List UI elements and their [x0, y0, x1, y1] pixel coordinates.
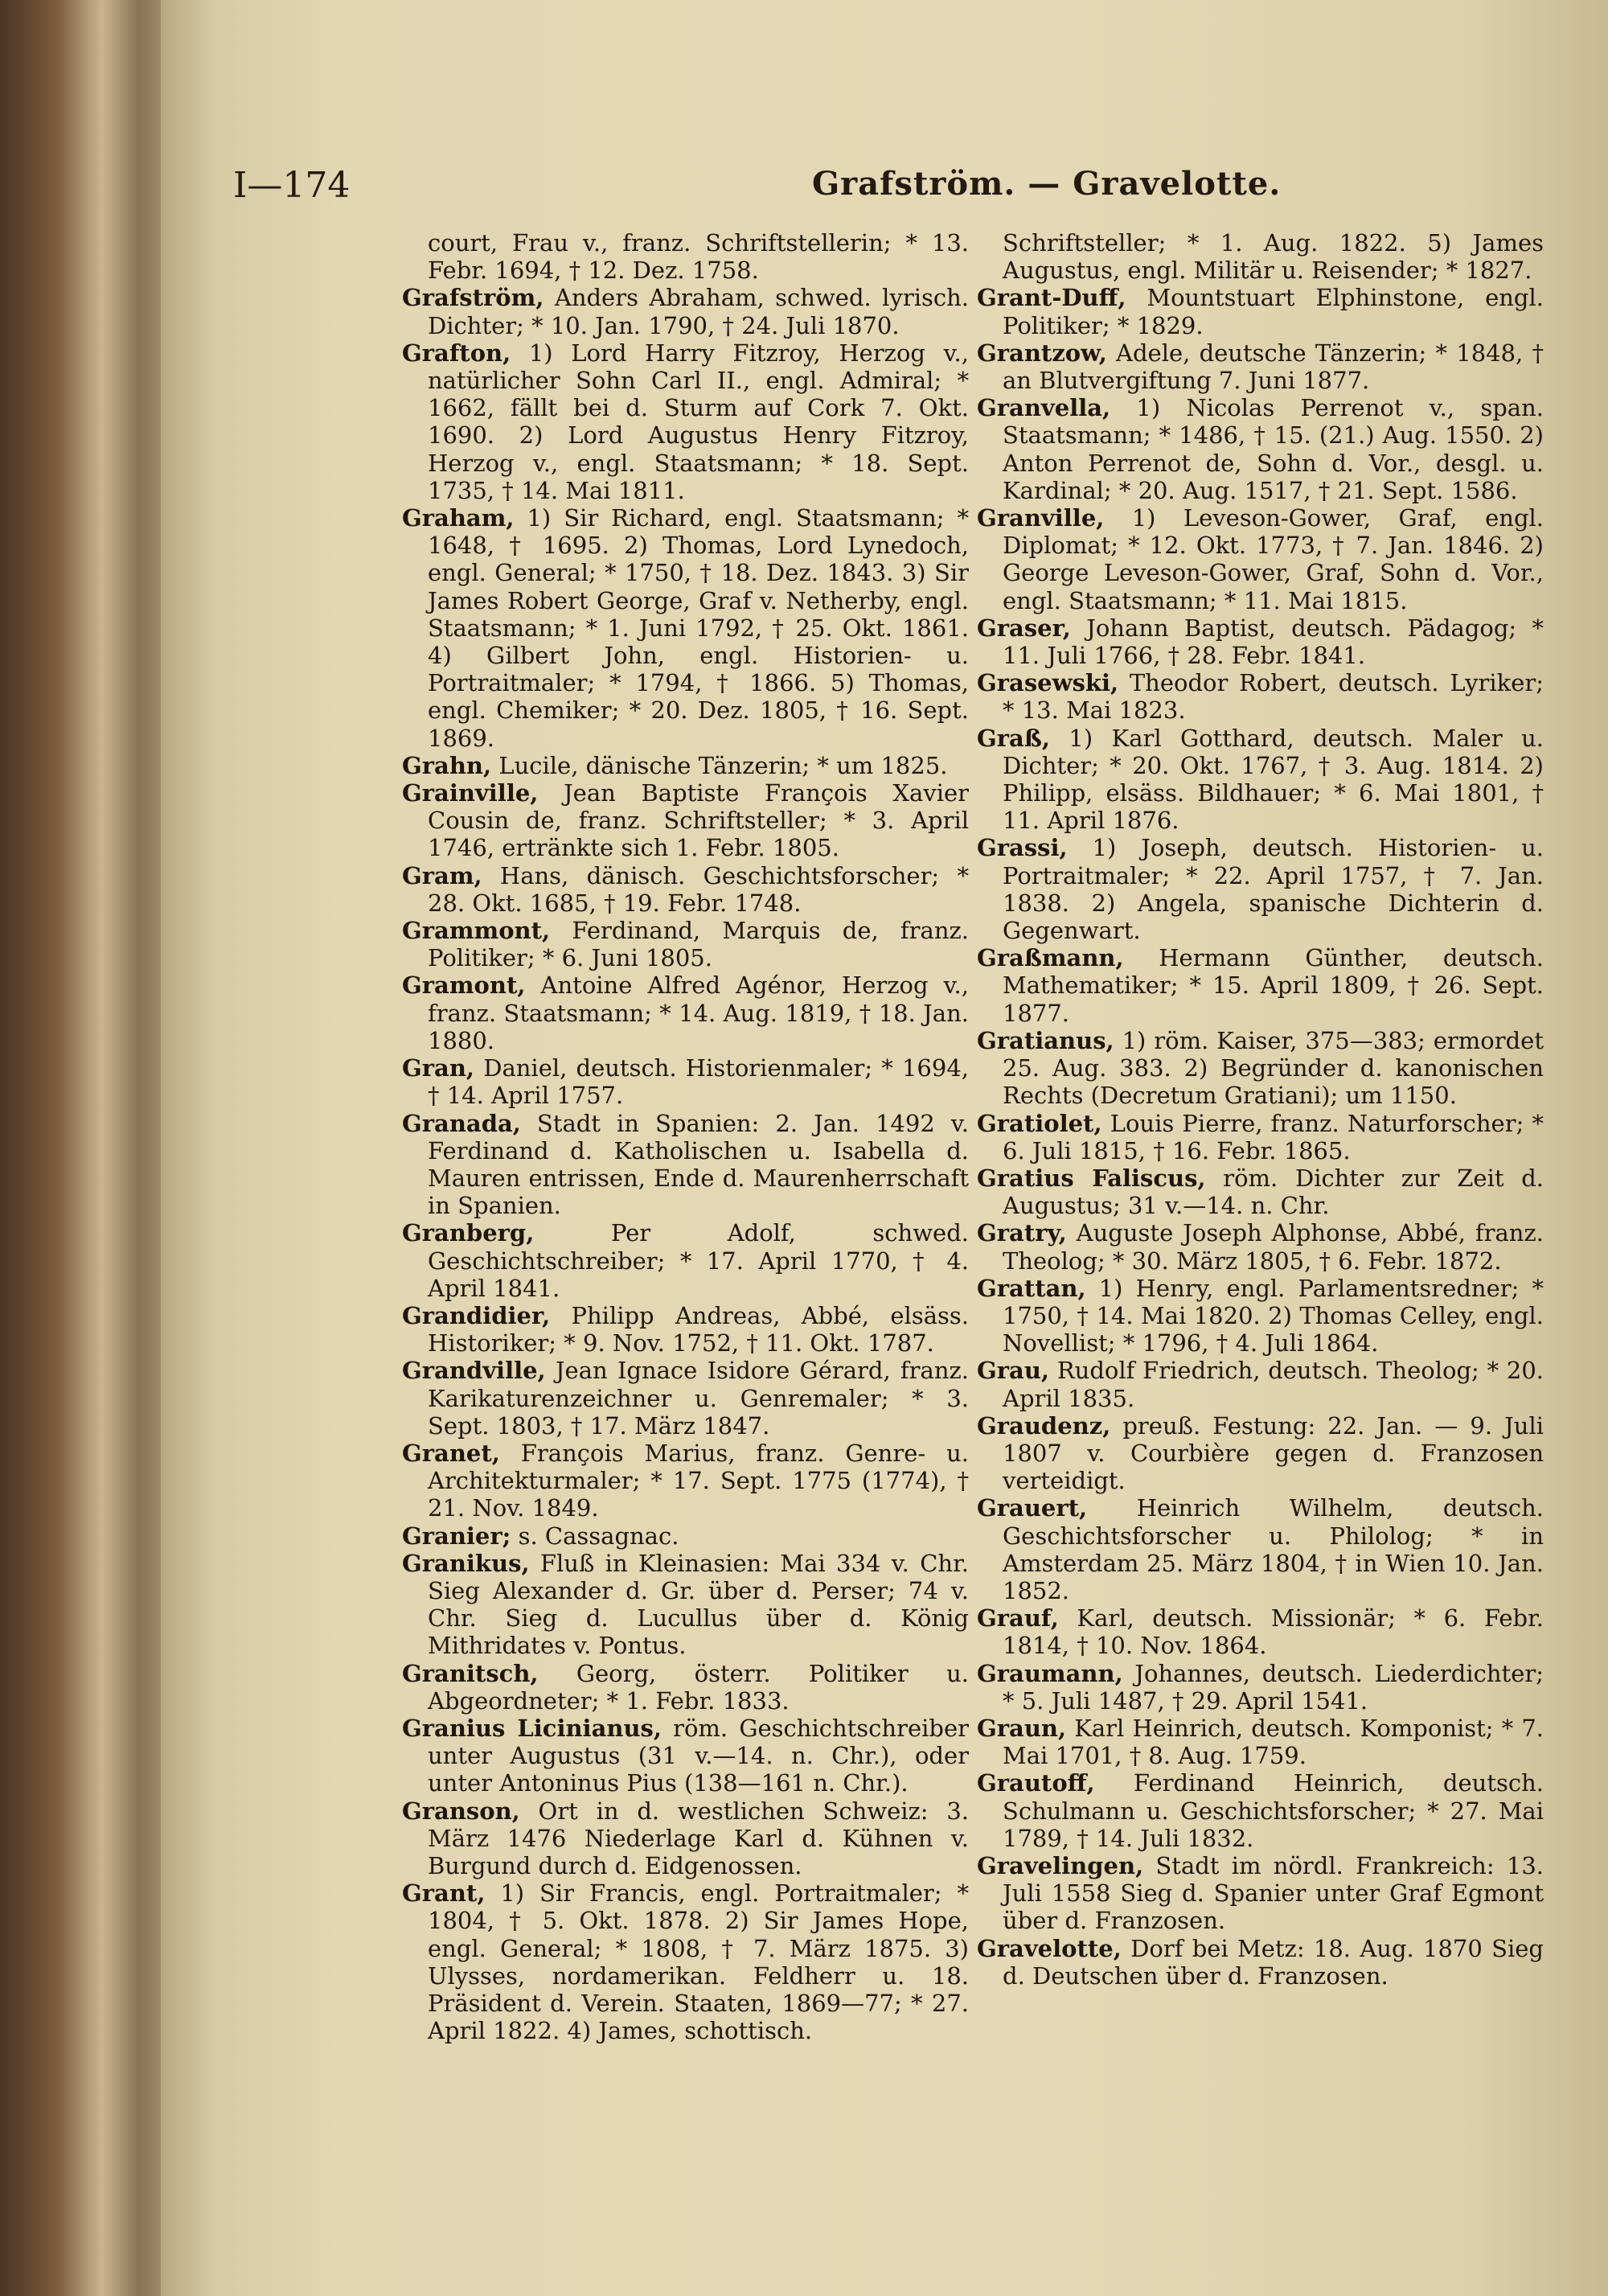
entry-text: 1) Joseph, deutsch. Historien- u. Portraitmaler; * 22. April 1757, † 7. Jan. 1838. 2) Angela, spanische Dichterin d. Gegenwart.: [1003, 834, 1544, 945]
entry-text: 1) Karl Gotthard, deutsch. Maler u. Dichter; * 20. Okt. 1767, † 3. Aug. 1814. 2) Philipp, elsäss. Bildhauer; * 6. Mai 1801, † 11. April 1876.: [1003, 724, 1544, 835]
dictionary-entry: [402, 862, 969, 917]
dictionary-entry: [977, 1852, 1544, 1935]
dictionary-entry: [402, 779, 969, 862]
entry-text: Adele, deutsche Tänzerin; * 1848, † an Blutvergiftung 7. Juni 1877.: [1003, 339, 1544, 395]
dictionary-entry: [977, 229, 1544, 284]
entry-headword: Granville,: [977, 504, 1105, 532]
book-edge: [0, 0, 185, 2296]
dictionary-entry: [977, 394, 1544, 504]
dictionary-entry: [402, 504, 969, 752]
entry-text: Rudolf Friedrich, deutsch. Theolog; * 20. April 1835.: [1003, 1357, 1544, 1412]
entry-headword: Gratianus,: [977, 1026, 1114, 1054]
entry-text: Stadt im nördl. Frankreich: 13. Juli 1558 Sieg d. Spanier unter Graf Egmont über d. Franzosen.: [1003, 1851, 1544, 1935]
entry-headword: Graßmann,: [977, 944, 1124, 972]
dictionary-entry: [402, 1879, 969, 2044]
entry-text: Hans, dänisch. Geschichtsforscher; * 28. Okt. 1685, † 19. Febr. 1748.: [428, 861, 969, 917]
entry-text: Hermann Günther, deutsch. Mathematiker; * 15. April 1809, † 26. Sept. 1877.: [1003, 944, 1544, 1027]
dictionary-entry: [977, 725, 1544, 835]
entry-headword: Gravelingen,: [977, 1851, 1144, 1879]
dictionary-entry: [977, 1164, 1544, 1219]
entry-text: Jean Ignace Isidore Gérard, franz. Karikaturenzeichner u. Genremaler; * 3. Sept. 1803, † 17. März 1847.: [428, 1357, 969, 1440]
dictionary-entry: [977, 1715, 1544, 1769]
entry-headword: Gramont,: [402, 971, 526, 1000]
dictionary-entry: [977, 1027, 1544, 1110]
entry-text: Ferdinand Heinrich, deutsch. Schulmann u. Geschichtsforscher; * 27. Mai 1789, † 14. Juli 1832.: [1003, 1769, 1544, 1852]
dictionary-entry: [977, 614, 1544, 669]
entry-headword: Grafton,: [402, 339, 511, 367]
entry-headword: Granet,: [402, 1439, 500, 1467]
entry-headword: Granberg,: [402, 1219, 535, 1247]
entry-text: Jean Baptiste François Xavier Cousin de, franz. Schriftsteller; * 3. April 1746, ertränkte sich 1. Febr. 1805.: [428, 779, 969, 862]
entry-text: Daniel, deutsch. Historienmaler; * 1694, † 14. April 1757.: [428, 1054, 969, 1110]
entry-text: Dorf bei Metz: 18. Aug. 1870 Sieg d. Deutschen über d. Franzosen.: [1003, 1934, 1544, 1990]
right-column: [977, 229, 1544, 1990]
dictionary-entry: [402, 971, 969, 1054]
entry-headword: Granson,: [402, 1797, 520, 1825]
entry-headword: Gravelotte,: [977, 1934, 1122, 1962]
entry-text: court, Frau v., franz. Schriftstellerin; * 13. Febr. 1694, † 12. Dez. 1758.: [428, 229, 969, 285]
entry-headword: Gratry,: [977, 1219, 1067, 1247]
dictionary-entry: [977, 1769, 1544, 1852]
entry-headword: Gratius Faliscus,: [977, 1164, 1206, 1192]
dictionary-entry: [977, 284, 1544, 339]
entry-text: Johann Baptist, deutsch. Pädagog; * 11. Juli 1766, † 28. Febr. 1841.: [1003, 614, 1544, 670]
entry-headword: Graudenz,: [977, 1411, 1111, 1440]
entry-text: Lucile, dänische Tänzerin; * um 1825.: [491, 751, 948, 779]
entry-headword: Grautoff,: [977, 1769, 1095, 1797]
dictionary-entry: [402, 1660, 969, 1715]
dictionary-entry: [402, 917, 969, 971]
entry-headword: Grattan,: [977, 1274, 1086, 1302]
entry-text: Mountstuart Elphinstone, engl. Politiker; * 1829.: [1003, 284, 1544, 339]
dictionary-entry: [977, 504, 1544, 614]
dictionary-entry: [977, 1604, 1544, 1659]
entry-headword: Granvella,: [977, 394, 1111, 422]
entry-headword: Granitsch,: [402, 1659, 539, 1687]
entry-text: 1) Lord Harry Fitzroy, Herzog v., natürlicher Sohn Carl II., engl. Admiral; * 1662, fällt bei d. Sturm auf Cork 7. Okt. 1690. 2) Lord Augustus Henry Fitzroy, Herzog v., engl. Staatsmann; * 18. Sept. 1735, † 14. Mai 1811.: [428, 339, 969, 504]
entry-text: 1) röm. Kaiser, 375—383; ermordet 25. Aug. 383. 2) Begründer d. kanonischen Rechts (Decretum Gratiani); um 1150.: [1003, 1026, 1544, 1110]
entry-text: Louis Pierre, franz. Naturforscher; * 6. Juli 1815, † 16. Febr. 1865.: [1003, 1109, 1544, 1164]
entry-headword: Granier;: [402, 1522, 511, 1550]
dictionary-entry: [402, 1054, 969, 1109]
dictionary-entry: [977, 1494, 1544, 1604]
entry-text: Anders Abraham, schwed. lyrisch. Dichter; * 10. Jan. 1790, † 24. Juli 1870.: [428, 284, 969, 339]
dictionary-entry: [402, 1357, 969, 1440]
entry-text: s. Cassagnac.: [511, 1522, 679, 1550]
entry-text: Antoine Alfred Agénor, Herzog v., franz. Staatsmann; * 14. Aug. 1819, † 18. Jan. 1880.: [428, 971, 969, 1054]
entry-text: Karl Heinrich, deutsch. Komponist; * 7. Mai 1701, † 8. Aug. 1759.: [1003, 1714, 1544, 1770]
entry-headword: Graser,: [977, 614, 1071, 642]
entry-text: Auguste Joseph Alphonse, Abbé, franz. Theolog; * 30. März 1805, † 6. Febr. 1872.: [1003, 1219, 1544, 1275]
entry-headword: Grauf,: [977, 1604, 1059, 1633]
dictionary-entry: [977, 1660, 1544, 1715]
entry-text: Fluß in Kleinasien: Mai 334 v. Chr. Sieg Alexander d. Gr. über d. Perser; 74 v. Chr. Sieg d. Lucullus über d. König Mithridates v. Pontus.: [428, 1549, 969, 1660]
entry-headword: Grauert,: [977, 1494, 1088, 1522]
dictionary-entry: [977, 339, 1544, 394]
entry-text: Theodor Robert, deutsch. Lyriker; * 13. Mai 1823.: [1003, 669, 1544, 725]
page-header: [233, 165, 1552, 213]
entry-headword: Gran,: [402, 1054, 475, 1082]
entry-text: röm. Geschichtschreiber unter Augustus (31 v.—14. n. Chr.), oder unter Antoninus Pius (138—161 n. Chr.).: [428, 1714, 969, 1797]
entry-headword: Gram,: [402, 861, 482, 889]
entry-text: 1) Nicolas Perrenot v., span. Staatsmann; * 1486, † 15. (21.) Aug. 1550. 2) Anton Perrenot de, Sohn d. Vor., desgl. u. Kardinal; * 20. Aug. 1517, † 21. Sept. 1586.: [1003, 394, 1544, 504]
entry-headword: Granius Licinianus,: [402, 1714, 662, 1742]
entry-text: Georg, österr. Politiker u. Abgeordneter; * 1. Febr. 1833.: [428, 1659, 969, 1715]
entry-headword: Grant,: [402, 1879, 486, 1908]
entry-text: Heinrich Wilhelm, deutsch. Geschichtsforscher u. Philolog; * in Amsterdam 25. März 1804, † in Wien 10. Jan. 1852.: [1003, 1494, 1544, 1604]
entry-text: Schriftsteller; * 1. Aug. 1822. 5) James Augustus, engl. Militär u. Reisender; * 1827.: [1003, 229, 1544, 285]
dictionary-entry: [977, 1275, 1544, 1357]
entry-headword: Granikus,: [402, 1549, 530, 1577]
left-column: [402, 229, 969, 2044]
entry-text: Ferdinand, Marquis de, franz. Politiker; * 6. Juni 1805.: [428, 917, 969, 972]
dictionary-entry: [977, 1357, 1544, 1411]
entry-headword: Grau,: [977, 1357, 1050, 1385]
entry-headword: Grainville,: [402, 779, 539, 807]
dictionary-entry: [977, 1110, 1544, 1164]
entry-text: Stadt in Spanien: 2. Jan. 1492 v. Ferdinand d. Katholischen u. Isabella d. Mauren entrissen, Ende d. Maurenherrschaft in Spanien.: [428, 1109, 969, 1220]
dictionary-entry: [402, 1797, 969, 1880]
entry-text: 1) Sir Richard, engl. Staatsmann; * 1648, † 1695. 2) Thomas, Lord Lynedoch, engl. General; * 1750, † 18. Dez. 1843. 3) Sir James Robert George, Graf v. Netherby, engl. Staatsmann; * 1. Juni 1792, † 25. Okt. 1861. 4) Gilbert John, engl. Historien- u. Portraitmaler; * 1794, † 1866. 5) Thomas, engl. Chemiker; * 20. Dez. 1805, † 16. Sept. 1869.: [428, 504, 969, 752]
dictionary-entry: [977, 669, 1544, 724]
entry-headword: Grantzow,: [977, 339, 1107, 367]
entry-text: 1) Sir Francis, engl. Portraitmaler; * 1804, † 5. Okt. 1878. 2) Sir James Hope, engl. General; * 1808, † 7. März 1875. 3) Ulysses, nordamerikan. Feldherr u. 18. Präsident d. Verein. Staaten, 1869—77; * 27. April 1822. 4) James, schottisch.: [428, 1879, 969, 2045]
dictionary-entry: [977, 1935, 1544, 1990]
entry-headword: Grandville,: [402, 1357, 546, 1385]
entry-text: Per Adolf, schwed. Geschichtschreiber; * 17. April 1770, † 4. April 1841.: [428, 1219, 969, 1302]
entry-headword: Granada,: [402, 1109, 521, 1137]
entry-text: Philipp Andreas, Abbé, elsäss. Historiker; * 9. Nov. 1752, † 11. Okt. 1787.: [428, 1301, 969, 1357]
entry-headword: Graumann,: [977, 1659, 1123, 1687]
entry-text: preuß. Festung: 22. Jan. — 9. Juli 1807 v. Courbière gegen d. Franzosen verteidigt.: [1003, 1411, 1544, 1495]
dictionary-entry: [402, 1550, 969, 1660]
entry-headword: Grammont,: [402, 917, 551, 945]
page-number: I—174: [233, 165, 351, 206]
dictionary-entry: [402, 229, 969, 284]
entry-headword: Grant-Duff,: [977, 284, 1126, 312]
entry-headword: Grafström,: [402, 284, 544, 312]
entry-headword: Grahn,: [402, 751, 492, 779]
dictionary-entry: [402, 1715, 969, 1797]
dictionary-entry: [977, 1412, 1544, 1495]
entry-text: Johannes, deutsch. Liederdichter; * 5. Juli 1487, † 29. April 1541.: [1003, 1659, 1544, 1715]
entry-text: 1) Henry, engl. Parlamentsredner; * 1750, † 14. Mai 1820. 2) Thomas Celley, engl. Novellist; * 1796, † 4. Juli 1864.: [1003, 1274, 1544, 1357]
dictionary-entry: [402, 1219, 969, 1302]
dictionary-entry: [402, 1522, 969, 1550]
dictionary-entry: [977, 834, 1544, 944]
entry-headword: Graham,: [402, 504, 515, 532]
entry-headword: Grassi,: [977, 834, 1068, 862]
running-head: Grafström. — Gravelotte.: [812, 165, 1282, 203]
entry-headword: Graun,: [977, 1714, 1067, 1742]
dictionary-entry: [402, 1302, 969, 1357]
entry-headword: Gratiolet,: [977, 1109, 1102, 1137]
dictionary-entry: [977, 944, 1544, 1027]
dictionary-entry: [402, 1440, 969, 1522]
entry-text: François Marius, franz. Genre- u. Architekturmaler; * 17. Sept. 1775 (1774), † 21. Nov. 1849.: [428, 1439, 969, 1522]
entry-text: röm. Dichter zur Zeit d. Augustus; 31 v.—14. n. Chr.: [1003, 1164, 1544, 1220]
entry-text: 1) Leveson-Gower, Graf, engl. Diplomat; * 12. Okt. 1773, † 7. Jan. 1846. 2) George Leveson-Gower, Graf, Sohn d. Vor., engl. Staatsmann; * 11. Mai 1815.: [1003, 504, 1544, 614]
dictionary-entry: [402, 284, 969, 339]
dictionary-entry: [402, 1110, 969, 1220]
dictionary-entry: [402, 752, 969, 779]
entry-headword: Graß,: [977, 724, 1050, 752]
entry-headword: Grandidier,: [402, 1301, 551, 1329]
entry-headword: Grasewski,: [977, 669, 1119, 697]
dictionary-entry: [402, 339, 969, 504]
dictionary-entry: [977, 1219, 1544, 1274]
entry-text: Karl, deutsch. Missionär; * 6. Febr. 1814, † 10. Nov. 1864.: [1003, 1604, 1544, 1660]
entry-text: Ort in d. westlichen Schweiz: 3. März 1476 Niederlage Karl d. Kühnen v. Burgund durch d. Eidgenossen.: [428, 1797, 969, 1879]
